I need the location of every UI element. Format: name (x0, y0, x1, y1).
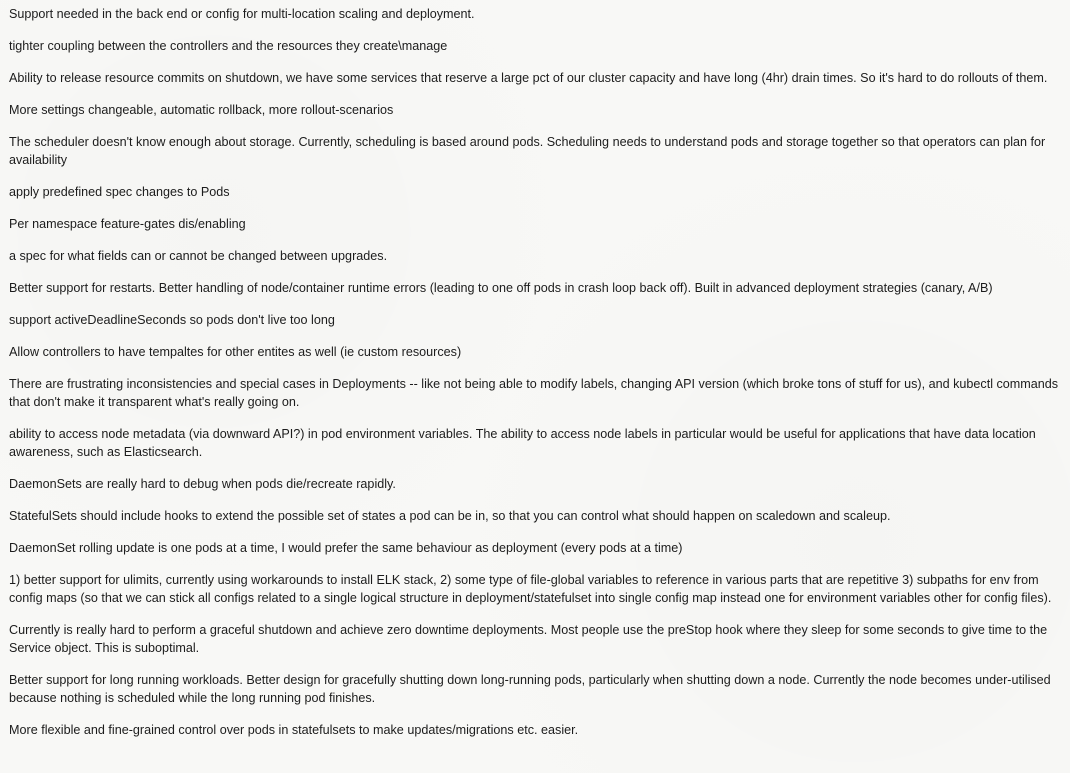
response-7: Per namespace feature-gates dis/enabling (9, 217, 246, 231)
response-11: Allow controllers to have tempaltes for other entites as well (ie custom resources) (9, 345, 462, 359)
response-1: Support needed in the back end or config for multi-location scaling and deployment. (9, 7, 475, 21)
response-20: More flexible and fine-grained control over pods in statefulsets to make updates/migrations etc. easier. (9, 723, 579, 737)
response-6: apply predefined spec changes to Pods (9, 185, 230, 199)
response-12: There are frustrating inconsistencies and special cases in Deployments -- like not being able to modify labels, changing API version (which broke tons of stuff for us), and kubectl commands that don't make it transparent what's really going on. (9, 377, 1059, 409)
response-10: support activeDeadlineSeconds so pods don't live too long (9, 313, 335, 327)
response-8: a spec for what fields can or cannot be changed between upgrades. (9, 249, 388, 263)
response-15: StatefulSets should include hooks to extend the possible set of states a pod can be in, so that you can control what should happen on scaledown and scaleup. (9, 509, 891, 523)
response-16: DaemonSet rolling update is one pods at a time, I would prefer the same behaviour as deployment (every pods at a time) (9, 541, 683, 555)
response-5: The scheduler doesn't know enough about storage. Currently, scheduling is based around pods. Scheduling needs to understand pods and storage together so that operators can plan for availability (9, 135, 1046, 167)
response-9: Better support for restarts. Better handling of node/container runtime errors (leading to one off pods in crash loop back off). Built in advanced deployment strategies (canary, A/B) (9, 281, 993, 295)
response-18: Currently is really hard to perform a graceful shutdown and achieve zero downtime deployments. Most people use the preStop hook where they sleep for some seconds to give time to the Service object. This is suboptimal. (9, 623, 1048, 655)
response-2: tighter coupling between the controllers and the resources they create\manage (9, 39, 448, 53)
response-19: Better support for long running workloads. Better design for gracefully shutting down long-running pods, particularly when shutting down a node. Currently the node becomes under-utilised because nothing is scheduled while the long running pod finishes. (9, 673, 1051, 705)
response-13: ability to access node metadata (via downward API?) in pod environment variables. The ability to access node labels in particular would be useful for applications that have data location awareness, such as Elasticsearch. (9, 427, 1036, 459)
response-17: 1) better support for ulimits, currently using workarounds to install ELK stack, 2) some type of file-global variables to reference in various parts that are repetitive 3) subpaths for env from config maps (so that we can stick all configs related to a single logical structure in deployment/statefulset into single config map instead one for environment variables other for config files). (9, 573, 1052, 605)
response-14: DaemonSets are really hard to debug when pods die/recreate rapidly. (9, 477, 396, 491)
response-4: More settings changeable, automatic rollback, more rollout-scenarios (9, 103, 394, 117)
response-3: Ability to release resource commits on shutdown, we have some services that reserve a large pct of our cluster capacity and have long (4hr) drain times. So it's hard to do rollouts of them. (9, 71, 1048, 85)
